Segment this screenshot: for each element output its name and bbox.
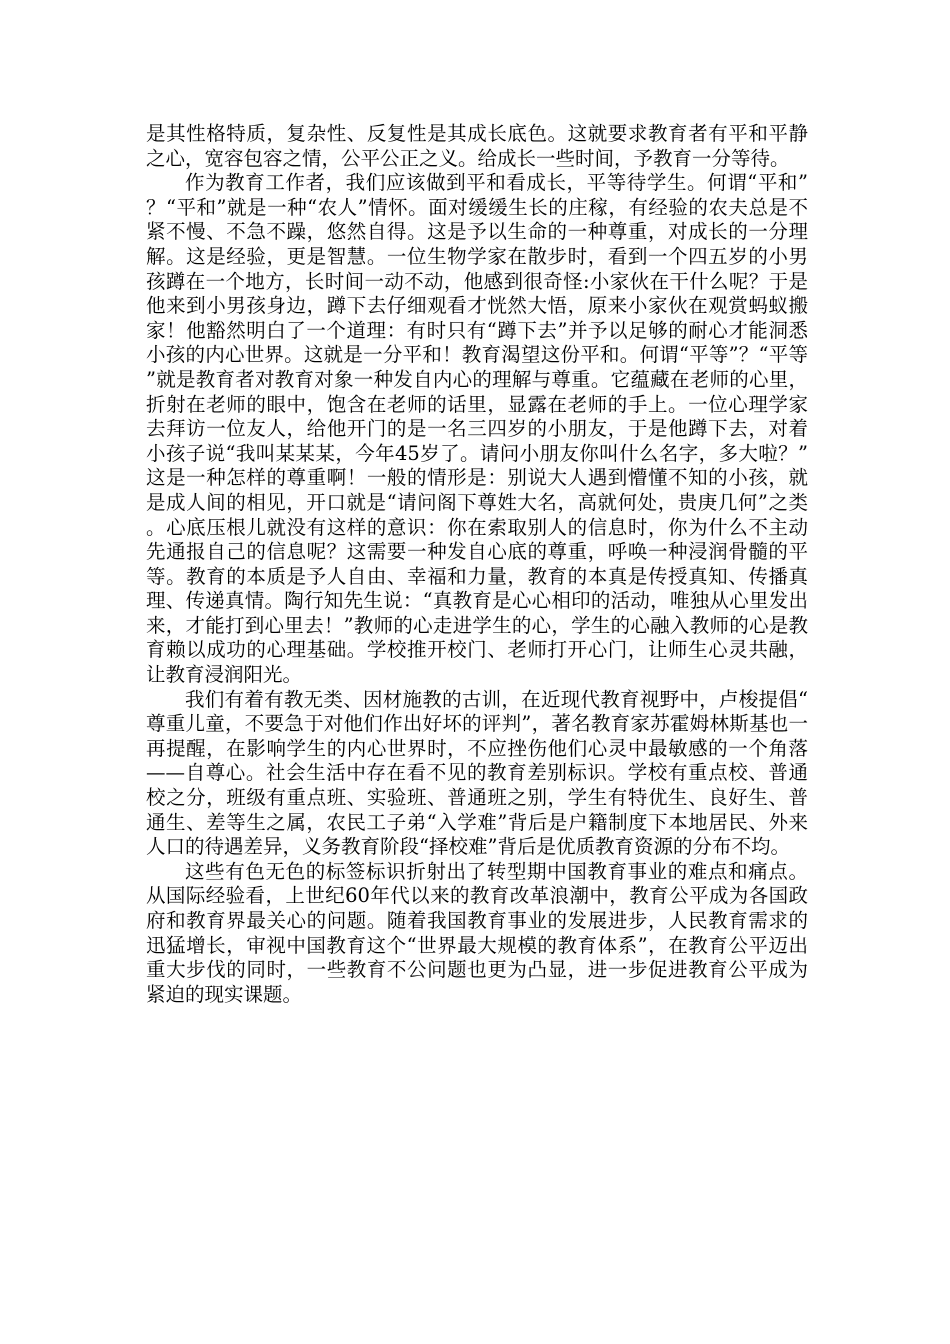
paragraph-2: 作为教育工作者，我们应该做到平和看成长，平等待学生。何谓“平和”？“平和”就是一种“农人”情怀。面对缓缓生长的庄稼，有经验的农夫总是不紧不慢、不急不躁，悠然自得。这是予以生命的一种尊重，对成长的一分理解。这是经验，更是智慧。一位生物学家在散步时，看到一个四五岁的小男孩蹲在一个地方，长时间一动不动，他感到很奇怪:小家伙在干什么呢？于是他来到小男孩身边，蹲下去仔细观看才恍然大悟，原来小家伙在观赏蚂蚁搬家！他豁然明白了一个道理：有时只有“蹲下去”并予以足够的耐心才能洞悉小孩的内心世界。这就是一分平和！教育渴望这份平和。何谓“平等”？“平等”就是教育者对教育对象一种发自内心的理解与尊重。它蕴藏在老师的心里，折射在老师的眼中，饱含在老师的话里，显露在老师的手上。一位心理学家去拜访一位友人，给他开门的是一名三四岁的小朋友，于是他蹲下去，对着小孩子说“我叫某某某，今年45岁了。请问小朋友你叫什么名字，多大啦？”这是一种怎样的尊重啊！一般的情形是：别说大人遇到懵懂不知的小孩，就是成人间的相见，开口就是“请问阁下尊姓大名，高就何处，贵庚几何”之类。心底压根儿就没有这样的意识：你在索取别人的信息时，你为什么不主动先通报自己的信息呢？这需要一种发自心底的尊重，呼唤一种浸润骨髓的平等。教育的本质是予人自由、幸福和力量，教育的本真是传授真知、传播真理、传递真情。陶行知先生说：“真教育是心心相印的活动，唯独从心里发出来，才能打到心里去！”教师的心走进学生的心，学生的心融入教师的心是教育赖以成功的心理基础。学校推开校门、老师打开心门，让师生心灵共融，让教育浸润阳光。 [146, 171, 808, 687]
paragraph-3: 我们有着有教无类、因材施教的古训，在近现代教育视野中，卢梭提倡“尊重儿童，不要急于对他们作出好坏的评判”，著名教育家苏霍姆林斯基也一再提醒，在影响学生的内心世界时，不应挫伤他们心灵中最敏感的一个角落——自尊心。社会生活中存在看不见的教育差别标识。学校有重点校、普通校之分，班级有重点班、实验班、普通班之别，学生有特优生、良好生、普通生、差等生之属，农民工子弟“入学难”背后是户籍制度下本地居民、外来人口的待遇差异，义务教育阶段“择校难”背后是优质教育资源的分布不均。 [146, 687, 808, 859]
paragraph-4: 这些有色无色的标签标识折射出了转型期中国教育事业的难点和痛点。从国际经验看，上世纪60年代以来的教育改革浪潮中，教育公平成为各国政府和教育界最关心的问题。随着我国教育事业的发展进步，人民教育需求的迅猛增长，审视中国教育这个“世界最大规模的教育体系”，在教育公平迈出重大步伐的同时，一些教育不公问题也更为凸显，进一步促进教育公平成为紧迫的现实课题。 [146, 859, 808, 1006]
paragraph-1: 是其性格特质，复杂性、反复性是其成长底色。这就要求教育者有平和平静之心，宽容包容之情，公平公正之义。给成长一些时间，予教育一分等待。 [146, 122, 808, 170]
document-page [146, 122, 808, 1222]
